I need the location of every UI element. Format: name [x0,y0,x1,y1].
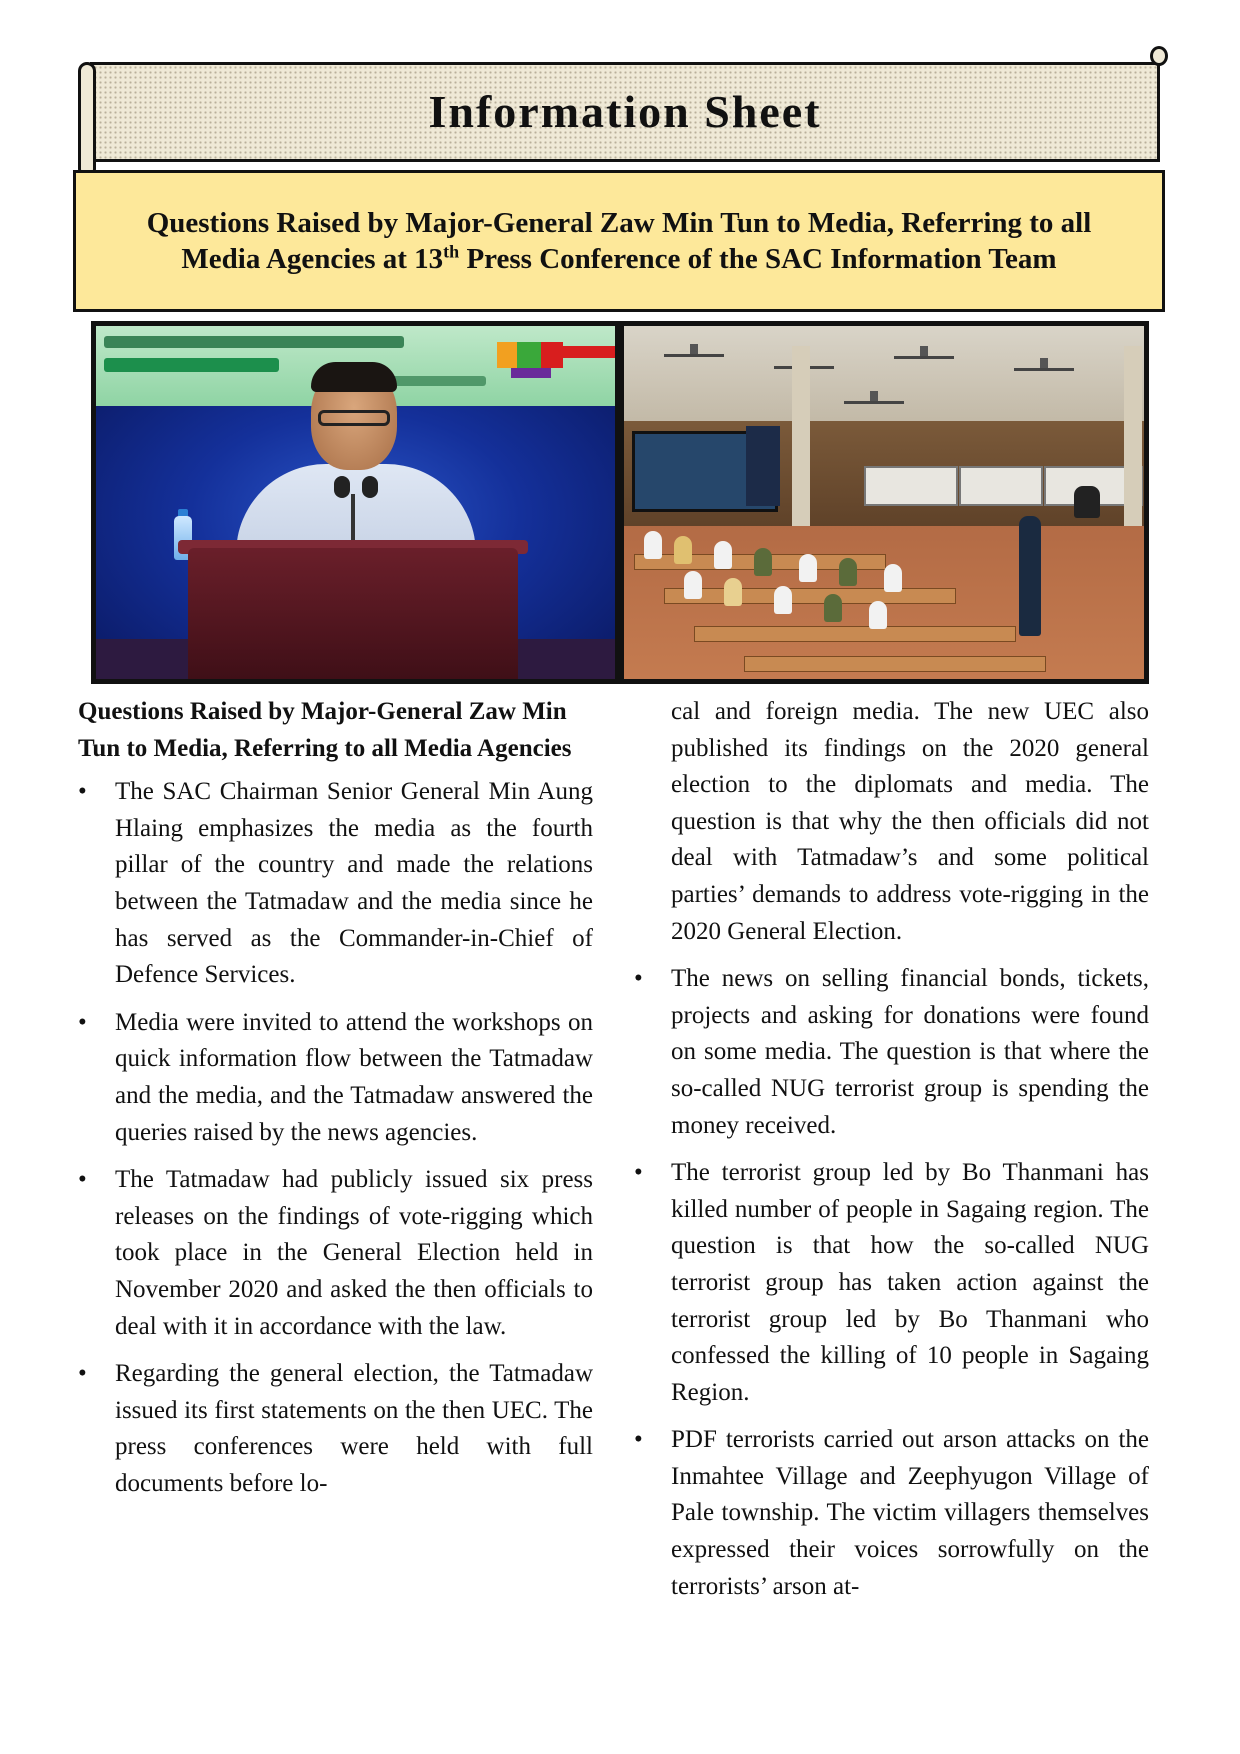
bullet-icon: • [634,965,643,993]
list-item-text: The terrorist group led by Bo Thanmani has killed number of people in Sagaing region. The question is that how the so-called NUG terrorist group has taken action against the terrorist group led by Bo Thanmani who confessed the killing of 10 people in Sagaing Region. [671,1159,1149,1406]
list-item [78,1162,593,1345]
bullet-icon: • [78,778,87,806]
list-item-text: The news on selling financial bonds, tickets, projects and asking for donations were found on some media. The question is that where the so-called NUG terrorist group is spending the money received. [671,965,1149,1139]
scroll-curl-left [78,62,96,178]
subtitle-box [73,170,1165,312]
list-item-text: Media were invited to attend the workshops on quick information flow between the Tatmadaw and the media, and the Tatmadaw answered the queries raised by the news agencies. [115,1008,593,1146]
subtitle-line-1: Questions Raised by Major-General Zaw Min Tun to Media, Referring to all [146,207,1092,239]
podium [188,548,518,679]
list-item-text: The SAC Chairman Senior General Min Aung Hlaing emphasizes the media as the fourth pillar of the country and made the relations between the Tatmadaw and the media since he has served as the Commander-in-Chief of Defence Services. [115,778,593,989]
right-column [634,694,1149,1616]
conference-hall-photo [624,326,1144,679]
photo-strip [91,321,1149,684]
bullet-icon: • [78,1166,87,1194]
camera-icon [1074,486,1100,518]
list-item-text: Regarding the general election, the Tatmadaw issued its first statements on the then UEC. The press conferences were held with full documents before lo- [115,1360,593,1497]
list-item [78,774,593,994]
list-item [634,961,1149,1144]
left-bullet-list [78,774,593,1502]
bullet-icon: • [634,1159,643,1187]
tv-channel-logo [497,336,615,386]
subtitle-line-2 [76,241,1162,277]
subtitle-superscript: th [443,241,460,262]
list-item [634,1155,1149,1411]
page-title: Information Sheet [428,86,822,137]
bullet-icon: • [78,1008,87,1036]
bullet-icon: • [78,1360,87,1388]
speaker-photo [96,326,615,679]
list-item [78,1005,593,1151]
bullet-icon: • [634,1426,643,1454]
section-heading: Questions Raised by Major-General Zaw Min Tun to Media, Referring to all Media Agencies [78,698,572,762]
subtitle-line-2-tail: Press Conference of the SAC Information Team [459,243,1057,275]
standing-photographer [1019,516,1041,636]
left-column [78,694,593,1513]
glasses-icon [318,410,390,426]
scroll-curl-right [1150,46,1168,66]
title-scroll [90,62,1160,162]
list-item [634,1422,1149,1605]
right-bullet-list [634,961,1149,1605]
subtitle-line-2-text: Media Agencies at 13 [181,243,444,275]
title-banner [78,62,1160,170]
continued-paragraph: cal and foreign media. The new UEC also published its findings on the 2020 general election to the diplomats and media. The question is that why the then officials did not deal with Tatmadaw’s and some political parties’ demands to address vote-rigging in the 2020 General Election. [671,698,1149,945]
list-item-text: The Tatmadaw had publicly issued six press releases on the findings of vote-rigging which took place in the General Election held in November 2020 and asked the then officials to deal with it in accordance with the law. [115,1166,593,1340]
list-item-text: PDF terrorists carried out arson attacks on the Inmahtee Village and Zeephyugon Village of Pale township. The victim villagers themselves expressed their voices sorrowfully on the terrorists’ arson at- [671,1426,1149,1600]
list-item [78,1356,593,1502]
